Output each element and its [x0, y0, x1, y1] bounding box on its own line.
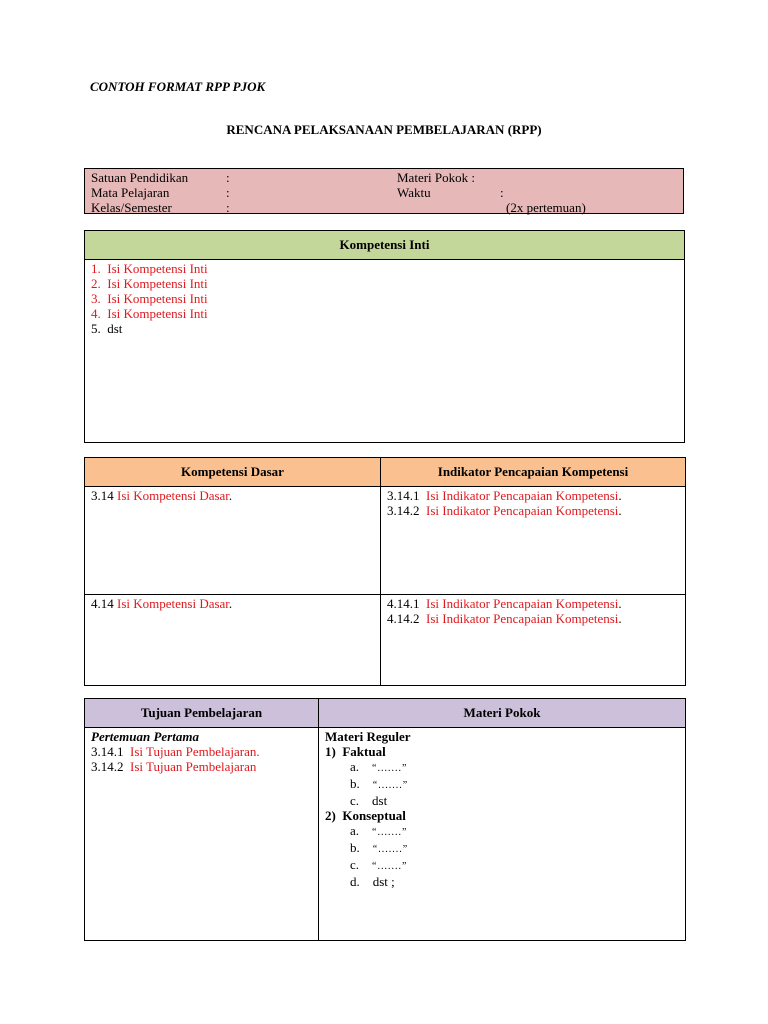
- list-item: 4. Isi Kompetensi Inti: [91, 306, 208, 321]
- indikator-header: Indikator Pencapaian Kompetensi: [381, 458, 686, 487]
- list-item: 3.14.2 Isi Indikator Pencapaian Kompetensi.: [387, 503, 622, 518]
- list-item: 4.14.2 Isi Indikator Pencapaian Kompetensi.: [387, 611, 622, 626]
- document-title: CONTOH FORMAT RPP PJOK: [90, 79, 266, 94]
- identity-label-mapel: Mata Pelajaran: [91, 185, 170, 200]
- materi-title: Materi Reguler: [325, 729, 411, 744]
- materi-header: Materi Pokok: [319, 699, 686, 728]
- pertemuan-label: Pertemuan Pertama: [91, 729, 199, 744]
- tujuan-header: Tujuan Pembelajaran: [85, 699, 319, 728]
- list-item: c. dst: [350, 793, 388, 808]
- list-item: 4.14.1 Isi Indikator Pencapaian Kompetensi.: [387, 596, 622, 611]
- kd-cell: 3.14 Isi Kompetensi Dasar.: [85, 487, 381, 595]
- identity-label-waktu: Waktu: [397, 185, 431, 200]
- identity-label-satuan: Satuan Pendidikan: [91, 170, 189, 185]
- identity-colon: :: [226, 170, 230, 185]
- materi-section: 2) Konseptual: [325, 808, 406, 823]
- kompetensi-inti-body: [85, 260, 685, 443]
- tujuan-materi-table: [84, 698, 686, 941]
- materi-cell: [319, 728, 686, 941]
- list-item: 3.14.2 Isi Tujuan Pembelajaran: [91, 759, 257, 774]
- indikator-cell: [381, 487, 686, 595]
- list-item: 3. Isi Kompetensi Inti: [91, 291, 208, 306]
- kompetensi-dasar-table: [84, 457, 686, 686]
- list-item: a. “.......”: [350, 759, 408, 774]
- list-item: d. dst ;: [350, 874, 395, 889]
- identity-label-materi: Materi Pokok :: [397, 170, 475, 185]
- identity-note: (2x pertemuan): [506, 200, 586, 215]
- identity-box: [84, 168, 684, 214]
- materi-section: 1) Faktual: [325, 744, 386, 759]
- kompetensi-inti-header: Kompetensi Inti: [85, 231, 685, 260]
- list-item: 3.14.1 Isi Tujuan Pembelajaran.: [91, 744, 260, 759]
- tujuan-cell: [85, 728, 319, 941]
- identity-colon: :: [500, 185, 504, 200]
- identity-label-kelas: Kelas/Semester: [91, 200, 172, 215]
- kompetensi-inti-table: [84, 230, 685, 443]
- identity-colon: :: [226, 185, 230, 200]
- rpp-title: RENCANA PELAKSANAAN PEMBELAJARAN (RPP): [226, 122, 542, 137]
- identity-colon: :: [226, 200, 230, 215]
- indikator-cell: [381, 595, 686, 686]
- list-item: 1. Isi Kompetensi Inti: [91, 261, 208, 276]
- kompetensi-dasar-header: Kompetensi Dasar: [85, 458, 381, 487]
- list-item: 3.14.1 Isi Indikator Pencapaian Kompetensi.: [387, 488, 622, 503]
- list-item: c. “.......”: [350, 857, 408, 872]
- list-item: 5. dst: [91, 321, 123, 336]
- list-item: 2. Isi Kompetensi Inti: [91, 276, 208, 291]
- list-item: b. “.......”: [350, 840, 409, 855]
- list-item: b. “.......”: [350, 776, 409, 791]
- kd-cell: 4.14 Isi Kompetensi Dasar.: [85, 595, 381, 686]
- list-item: a. “.......”: [350, 823, 408, 838]
